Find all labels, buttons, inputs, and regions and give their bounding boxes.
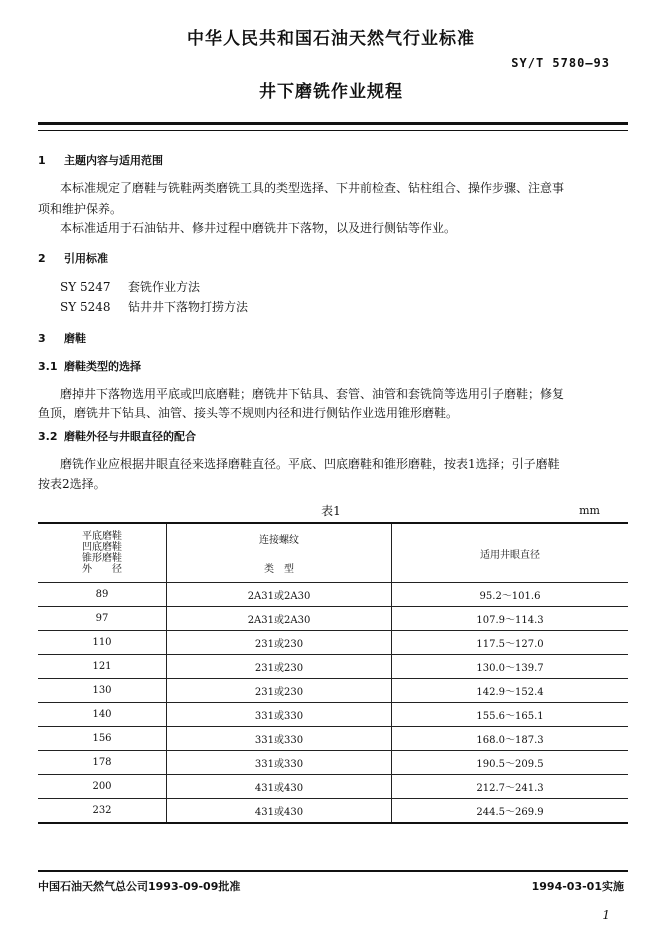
section-number: 3.2 — [38, 430, 58, 443]
table-1-caption: 表1 — [321, 504, 341, 518]
cell-thread-type: 431或430 — [167, 775, 392, 799]
table-row — [38, 679, 628, 703]
cell-thread-type: 331或330 — [167, 703, 392, 727]
approval-note: 中国石油天然气总公司1993-09-09批准 — [38, 880, 241, 893]
text-line: 项和维护保养。 — [38, 202, 123, 216]
cell-thread-type: 2A31或2A30 — [167, 583, 392, 607]
section-3-1-paragraph-cont: 鱼顶，磨铣井下钻具、油管、接头等不规则内径和进行侧钻作业选用锥形磨鞋。 — [38, 406, 459, 420]
table-row — [38, 631, 628, 655]
cell-hole-diameter: 190.5～209.5 — [392, 751, 629, 775]
document-title: 井下磨铣作业规程 — [259, 82, 403, 102]
table-row — [38, 655, 628, 679]
table-row — [38, 775, 628, 799]
cell-outer-diameter: 200 — [38, 775, 167, 799]
cell-outer-diameter: 140 — [38, 703, 167, 727]
header-thread-type — [167, 523, 392, 583]
header-line: 连接螺纹 — [259, 535, 299, 546]
section-1-paragraph-2: 本标准适用于石油钻井、修井过程中磨铣井下落物，以及进行侧钻等作业。 — [60, 221, 457, 235]
cell-hole-diameter: 95.2～101.6 — [392, 583, 629, 607]
effective-date: 1994-03-01实施 — [531, 880, 624, 893]
table-1-unit: mm — [579, 504, 600, 517]
header-hole-diameter: 适用井眼直径 — [392, 523, 629, 583]
cell-thread-type: 331或330 — [167, 751, 392, 775]
header-line: 凹底磨鞋 — [82, 542, 122, 553]
table-row — [38, 751, 628, 775]
header-outer-diameter — [38, 523, 167, 583]
table-row — [38, 727, 628, 751]
cell-outer-diameter: 232 — [38, 799, 167, 824]
header-rule-thin — [38, 130, 628, 131]
cell-thread-type: 231或230 — [167, 679, 392, 703]
cell-thread-type: 231或230 — [167, 631, 392, 655]
cell-thread-type: 431或430 — [167, 799, 392, 824]
section-number: 3.1 — [38, 360, 58, 373]
footer-rule — [38, 870, 628, 872]
cell-outer-diameter: 130 — [38, 679, 167, 703]
reference-item — [60, 298, 248, 315]
issuing-body-title: 中华人民共和国石油天然气行业标准 — [187, 29, 475, 49]
cell-outer-diameter: 110 — [38, 631, 167, 655]
section-number: 3 — [38, 332, 46, 345]
section-3-1-heading — [38, 358, 141, 374]
table-row — [38, 607, 628, 631]
section-title: 主题内容与适用范围 — [64, 154, 163, 167]
cell-thread-type: 231或230 — [167, 655, 392, 679]
section-3-2-heading — [38, 428, 196, 444]
cell-outer-diameter: 121 — [38, 655, 167, 679]
header-line: 锥形磨鞋 — [82, 553, 122, 564]
section-number: 2 — [38, 252, 46, 265]
table-1 — [38, 522, 628, 824]
header-rule-thick — [38, 122, 628, 125]
header-line: 平底磨鞋 — [82, 531, 122, 542]
cell-outer-diameter: 178 — [38, 751, 167, 775]
section-3-2-paragraph: 磨铣作业应根据井眼直径来选择磨鞋直径。平底、凹底磨鞋和锥形磨鞋，按表1选择；引子磨鞋 — [60, 457, 560, 471]
section-1-heading — [38, 152, 163, 168]
section-title: 磨鞋外径与井眼直径的配合 — [64, 430, 196, 443]
cell-outer-diameter: 89 — [38, 583, 167, 607]
cell-hole-diameter: 244.5～269.9 — [392, 799, 629, 824]
reference-code: SY 5248 — [60, 300, 111, 314]
cell-outer-diameter: 97 — [38, 607, 167, 631]
cell-thread-type: 2A31或2A30 — [167, 607, 392, 631]
table-row — [38, 703, 628, 727]
reference-name: 钻井井下落物打捞方法 — [128, 300, 249, 314]
reference-item — [60, 278, 200, 295]
header-line: 外 径 — [82, 564, 122, 575]
standard-code: SY/T 5780—93 — [511, 56, 610, 70]
cell-hole-diameter: 168.0～187.3 — [392, 727, 629, 751]
section-3-2-paragraph-cont: 按表2选择。 — [38, 477, 106, 491]
cell-hole-diameter: 142.9～152.4 — [392, 679, 629, 703]
section-2-heading — [38, 250, 108, 266]
section-3-heading — [38, 330, 86, 346]
section-title: 磨鞋类型的选择 — [64, 360, 141, 373]
section-title: 磨鞋 — [64, 332, 86, 345]
cell-hole-diameter: 117.5～127.0 — [392, 631, 629, 655]
cell-hole-diameter: 212.7～241.3 — [392, 775, 629, 799]
table-header-row — [38, 523, 628, 583]
cell-hole-diameter: 107.9～114.3 — [392, 607, 629, 631]
section-title: 引用标准 — [64, 252, 108, 265]
cell-hole-diameter: 130.0～139.7 — [392, 655, 629, 679]
section-1-paragraph-1 — [60, 178, 628, 199]
section-1-paragraph-1-cont — [38, 199, 628, 220]
header-line: 类 型 — [264, 564, 294, 575]
reference-name: 套铣作业方法 — [128, 280, 201, 294]
reference-code: SY 5247 — [60, 280, 111, 294]
table-row — [38, 799, 628, 824]
page-number: 1 — [602, 908, 610, 922]
cell-outer-diameter: 156 — [38, 727, 167, 751]
text-line: 本标准规定了磨鞋与铣鞋两类磨铣工具的类型选择、下井前检查、钻柱组合、操作步骤、注意事 — [60, 181, 565, 195]
cell-hole-diameter: 155.6～165.1 — [392, 703, 629, 727]
section-number: 1 — [38, 154, 46, 167]
cell-thread-type: 331或330 — [167, 727, 392, 751]
section-3-1-paragraph: 磨掉井下落物选用平底或凹底磨鞋；磨铣井下钻具、套管、油管和套铣筒等选用引子磨鞋；修复 — [60, 387, 565, 401]
table-row — [38, 583, 628, 607]
